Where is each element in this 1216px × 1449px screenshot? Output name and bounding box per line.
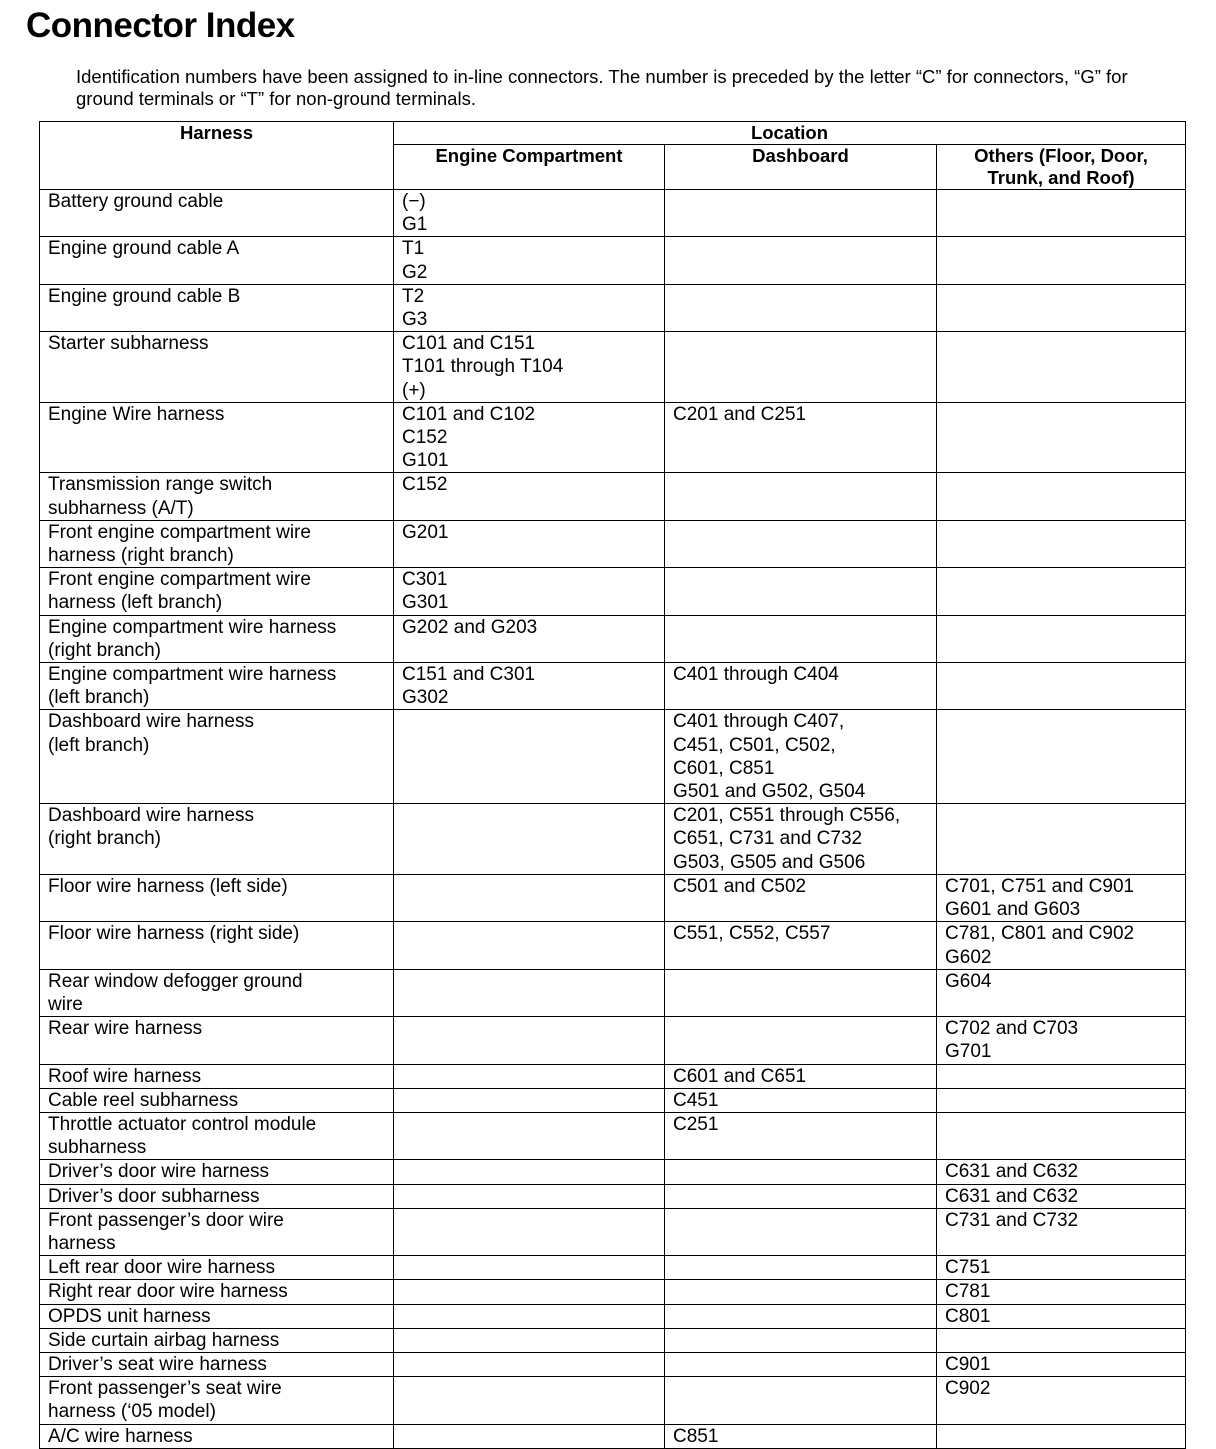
cell-others — [937, 237, 1186, 284]
cell-engine-compartment — [394, 1017, 665, 1064]
cell-engine-compartment: G202 and G203 — [394, 615, 665, 662]
table-row — [40, 1304, 1186, 1328]
cell-harness: Rear window defogger ground wire — [40, 969, 394, 1016]
cell-engine-compartment: C301 G301 — [394, 568, 665, 615]
header-harness: Harness — [40, 122, 394, 190]
cell-engine-compartment: T1 G2 — [394, 237, 665, 284]
cell-harness: Right rear door wire harness — [40, 1280, 394, 1304]
table-row — [40, 1184, 1186, 1208]
table-row — [40, 1112, 1186, 1159]
cell-dashboard — [665, 615, 937, 662]
table-row — [40, 1424, 1186, 1448]
table-row — [40, 1017, 1186, 1064]
cell-others: C781 — [937, 1280, 1186, 1304]
cell-engine-compartment — [394, 1064, 665, 1088]
cell-harness: Transmission range switch subharness (A/T) — [40, 473, 394, 520]
table-row — [40, 237, 1186, 284]
cell-harness: Engine ground cable B — [40, 284, 394, 331]
cell-harness: Driver’s door wire harness — [40, 1160, 394, 1184]
cell-engine-compartment: C152 — [394, 473, 665, 520]
table-row — [40, 663, 1186, 710]
table-row — [40, 1256, 1186, 1280]
cell-engine-compartment: C101 and C102 C152 G101 — [394, 402, 665, 473]
cell-harness: Dashboard wire harness (right branch) — [40, 804, 394, 875]
cell-others: C701, C751 and C901 G601 and G603 — [937, 874, 1186, 921]
cell-dashboard — [665, 284, 937, 331]
cell-dashboard — [665, 332, 937, 403]
cell-harness: OPDS unit harness — [40, 1304, 394, 1328]
table-row — [40, 520, 1186, 567]
table-row — [40, 332, 1186, 403]
cell-others — [937, 804, 1186, 875]
table-row — [40, 804, 1186, 875]
cell-harness: Throttle actuator control module subharness — [40, 1112, 394, 1159]
cell-engine-compartment — [394, 1280, 665, 1304]
cell-engine-compartment — [394, 969, 665, 1016]
header-others: Others (Floor, Door, Trunk, and Roof) — [937, 145, 1186, 190]
cell-harness: Front passenger’s seat wire harness (‘05 model) — [40, 1377, 394, 1424]
cell-dashboard — [665, 190, 937, 237]
table-row — [40, 710, 1186, 804]
cell-dashboard: C251 — [665, 1112, 937, 1159]
cell-dashboard — [665, 1328, 937, 1352]
cell-harness: Battery ground cable — [40, 190, 394, 237]
table-row — [40, 190, 1186, 237]
cell-dashboard — [665, 969, 937, 1016]
table-row — [40, 473, 1186, 520]
header-engine-compartment: Engine Compartment — [394, 145, 665, 190]
cell-others — [937, 663, 1186, 710]
cell-dashboard — [665, 1160, 937, 1184]
cell-harness: Side curtain airbag harness — [40, 1328, 394, 1352]
cell-others: G604 — [937, 969, 1186, 1016]
cell-harness: Dashboard wire harness (left branch) — [40, 710, 394, 804]
cell-harness: Front engine compartment wire harness (left branch) — [40, 568, 394, 615]
table-row — [40, 1208, 1186, 1255]
cell-engine-compartment — [394, 710, 665, 804]
cell-others — [937, 1328, 1186, 1352]
cell-dashboard: C201, C551 through C556, C651, C731 and C732 G503, G505 and G506 — [665, 804, 937, 875]
cell-dashboard: C551, C552, C557 — [665, 922, 937, 969]
cell-others — [937, 190, 1186, 237]
cell-dashboard — [665, 1352, 937, 1376]
cell-others — [937, 332, 1186, 403]
header-location: Location — [394, 122, 1186, 145]
intro-paragraph: Identification numbers have been assigned to in-line connectors. The number is preceded by the letter “C” for connectors, “G” for ground terminals or “T” for non-ground terminals. — [76, 66, 1128, 109]
table-row — [40, 922, 1186, 969]
cell-others: C631 and C632 — [937, 1184, 1186, 1208]
cell-engine-compartment — [394, 1424, 665, 1448]
cell-engine-compartment — [394, 922, 665, 969]
cell-others — [937, 568, 1186, 615]
table-row — [40, 1280, 1186, 1304]
cell-harness: Engine compartment wire harness (left branch) — [40, 663, 394, 710]
cell-harness: Engine Wire harness — [40, 402, 394, 473]
cell-dashboard: C451 — [665, 1088, 937, 1112]
cell-engine-compartment: C151 and C301 G302 — [394, 663, 665, 710]
cell-harness: Front engine compartment wire harness (right branch) — [40, 520, 394, 567]
cell-others — [937, 520, 1186, 567]
cell-engine-compartment: (−) G1 — [394, 190, 665, 237]
cell-harness: Floor wire harness (right side) — [40, 922, 394, 969]
table-row — [40, 284, 1186, 331]
cell-others — [937, 1424, 1186, 1448]
cell-harness: A/C wire harness — [40, 1424, 394, 1448]
cell-dashboard — [665, 1256, 937, 1280]
cell-others — [937, 710, 1186, 804]
cell-harness: Floor wire harness (left side) — [40, 874, 394, 921]
cell-harness: Engine ground cable A — [40, 237, 394, 284]
cell-dashboard — [665, 1280, 937, 1304]
cell-others: C751 — [937, 1256, 1186, 1280]
cell-others — [937, 284, 1186, 331]
cell-dashboard — [665, 1208, 937, 1255]
cell-dashboard: C601 and C651 — [665, 1064, 937, 1088]
cell-engine-compartment — [394, 1352, 665, 1376]
cell-engine-compartment — [394, 1328, 665, 1352]
cell-others — [937, 402, 1186, 473]
cell-others: C702 and C703 G701 — [937, 1017, 1186, 1064]
cell-dashboard: C851 — [665, 1424, 937, 1448]
cell-engine-compartment — [394, 874, 665, 921]
cell-engine-compartment: G201 — [394, 520, 665, 567]
cell-engine-compartment — [394, 1208, 665, 1255]
cell-dashboard: C501 and C502 — [665, 874, 937, 921]
table-row — [40, 1377, 1186, 1424]
cell-dashboard: C401 through C404 — [665, 663, 937, 710]
table-row — [40, 568, 1186, 615]
table-row — [40, 615, 1186, 662]
cell-dashboard: C401 through C407, C451, C501, C502, C601, C851 G501 and G502, G504 — [665, 710, 937, 804]
page-title: Connector Index — [26, 6, 295, 45]
cell-harness: Starter subharness — [40, 332, 394, 403]
cell-others — [937, 1064, 1186, 1088]
header-dashboard: Dashboard — [665, 145, 937, 190]
cell-others: C801 — [937, 1304, 1186, 1328]
table-row — [40, 402, 1186, 473]
cell-engine-compartment — [394, 1256, 665, 1280]
cell-harness: Rear wire harness — [40, 1017, 394, 1064]
cell-engine-compartment: C101 and C151 T101 through T104 (+) — [394, 332, 665, 403]
cell-others: C902 — [937, 1377, 1186, 1424]
cell-dashboard — [665, 237, 937, 284]
table-row — [40, 1160, 1186, 1184]
cell-engine-compartment — [394, 804, 665, 875]
cell-engine-compartment — [394, 1304, 665, 1328]
table-row — [40, 1088, 1186, 1112]
cell-others: C731 and C732 — [937, 1208, 1186, 1255]
cell-dashboard: C201 and C251 — [665, 402, 937, 473]
cell-harness: Roof wire harness — [40, 1064, 394, 1088]
cell-dashboard — [665, 473, 937, 520]
cell-harness: Driver’s seat wire harness — [40, 1352, 394, 1376]
cell-dashboard — [665, 1304, 937, 1328]
cell-others: C781, C801 and C902 G602 — [937, 922, 1186, 969]
cell-engine-compartment — [394, 1112, 665, 1159]
table-row — [40, 1328, 1186, 1352]
table-row — [40, 1064, 1186, 1088]
cell-harness: Cable reel subharness — [40, 1088, 394, 1112]
cell-others — [937, 1088, 1186, 1112]
table-body — [40, 190, 1186, 1449]
cell-others: C901 — [937, 1352, 1186, 1376]
connector-index-table — [39, 121, 1186, 1449]
cell-others: C631 and C632 — [937, 1160, 1186, 1184]
cell-dashboard — [665, 520, 937, 567]
table-row — [40, 874, 1186, 921]
cell-harness: Driver’s door subharness — [40, 1184, 394, 1208]
cell-engine-compartment — [394, 1377, 665, 1424]
cell-others — [937, 615, 1186, 662]
cell-harness: Front passenger’s door wire harness — [40, 1208, 394, 1255]
cell-harness: Left rear door wire harness — [40, 1256, 394, 1280]
cell-dashboard — [665, 568, 937, 615]
cell-others — [937, 473, 1186, 520]
cell-engine-compartment — [394, 1184, 665, 1208]
cell-others — [937, 1112, 1186, 1159]
cell-dashboard — [665, 1377, 937, 1424]
cell-engine-compartment — [394, 1088, 665, 1112]
cell-engine-compartment — [394, 1160, 665, 1184]
cell-dashboard — [665, 1017, 937, 1064]
cell-dashboard — [665, 1184, 937, 1208]
table-row — [40, 969, 1186, 1016]
table-row — [40, 1352, 1186, 1376]
cell-engine-compartment: T2 G3 — [394, 284, 665, 331]
cell-harness: Engine compartment wire harness (right branch) — [40, 615, 394, 662]
